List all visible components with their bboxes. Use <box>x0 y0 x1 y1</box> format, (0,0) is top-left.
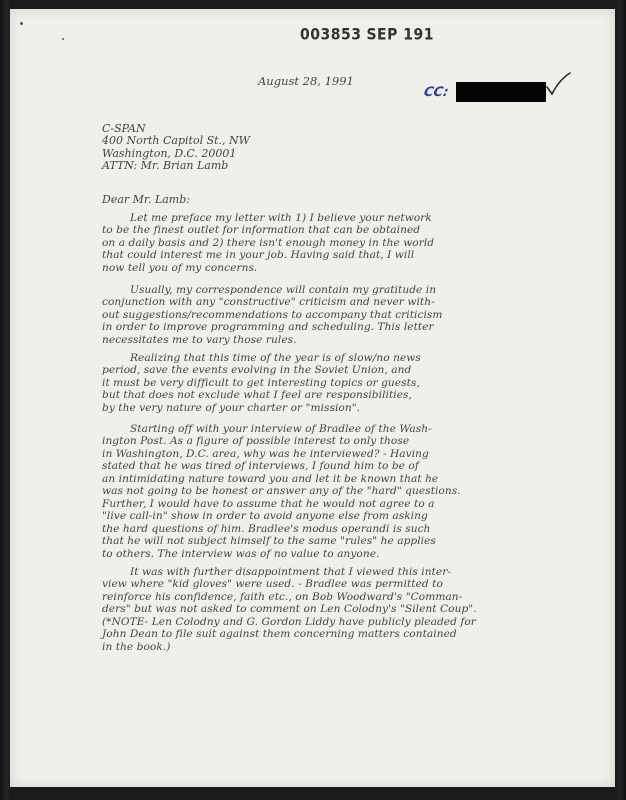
text-line: necessitates me to vary those rules. <box>102 333 297 346</box>
text-line: Further, I would have to assume that he would not agree to a <box>102 497 435 510</box>
text-line: by the very nature of your charter or "mission". <box>102 401 361 414</box>
paragraph-2 <box>102 284 442 346</box>
letter-date: August 28, 1991 <box>258 74 354 88</box>
text-line: conjunction with any "constructive" criticism and never with- <box>102 296 435 309</box>
stamp-number: 003853 <box>300 25 362 45</box>
text-line: John Dean to file suit against them concerning matters contained <box>102 628 457 641</box>
address-line: ATTN: Mr. Brian Lamb <box>102 159 229 173</box>
salutation: Dear Mr. Lamb: <box>102 193 190 206</box>
text-line: an intimidating nature toward you and let it be known that he <box>102 472 439 485</box>
paragraph-1 <box>102 212 434 274</box>
text-line: in the book.) <box>102 640 171 653</box>
address-line: C-SPAN <box>102 122 146 135</box>
text-line: reinforce his confidence, faith etc., on Bob Woodward's "Comman- <box>102 590 463 603</box>
text-line: that he will not subject himself to the same "rules" he applies <box>102 535 436 548</box>
text-line: period, save the events evolving in the Soviet Union, and <box>102 364 412 377</box>
text-line: Usually, my correspondence will contain my gratitude in <box>130 284 437 296</box>
text-line: but that does not exclude what I feel are responsibilities, <box>102 389 412 402</box>
text-line: It was with further disappointment that I viewed this inter- <box>130 566 451 578</box>
text-line: (*NOTE- Len Colodny and G. Gordon Liddy have publicly pleaded for <box>102 615 476 628</box>
paragraph-4 <box>102 423 461 560</box>
text-line: view where "kid gloves" were used. - Bradlee was permitted to <box>102 578 443 591</box>
redaction-bar <box>456 82 546 102</box>
received-stamp <box>300 26 439 44</box>
text-line: ders" but was not asked to comment on Len Colodny's "Silent Coup". <box>102 603 477 616</box>
text-line: now tell you of my concerns. <box>102 261 258 274</box>
text-line: Starting off with your interview of Bradlee of the Wash- <box>130 423 432 435</box>
recipient-address <box>102 123 250 173</box>
stamp-date: SEP 191 <box>366 25 434 45</box>
paragraph-3 <box>102 352 421 414</box>
address-line: 400 North Capitol St., NW <box>102 134 250 148</box>
text-line: "live call-in" show in order to avoid anyone else from asking <box>102 510 428 523</box>
staple-mark <box>20 22 23 25</box>
text-line: to others. The interview was of no value to anyone. <box>102 547 380 560</box>
text-line: to be the finest outlet for information that can be obtained <box>102 224 421 237</box>
text-line: stated that he was tired of interviews, I found him to be of <box>102 460 419 473</box>
text-line: Let me preface my letter with 1) I believe your network <box>130 212 432 224</box>
dust-speck <box>62 38 64 40</box>
text-line: on a daily basis and 2) there isn't enough money in the world <box>102 236 435 249</box>
cc-label: CC: <box>422 85 450 100</box>
address-line: Washington, D.C. 20001 <box>102 146 237 160</box>
text-line: that could interest me in your job. Having said that, I will <box>102 249 415 262</box>
text-line: it must be very difficult to get interesting topics or guests, <box>102 376 420 389</box>
text-line: was not going to be honest or answer any of the "hard" questions. <box>102 485 461 498</box>
text-line: ington Post. As a figure of possible interest to only those <box>102 435 410 448</box>
text-line: Realizing that this time of the year is of slow/no news <box>130 352 421 364</box>
text-line: in Washington, D.C. area, why was he interviewed? - Having <box>102 447 429 460</box>
text-line: the hard questions of him. Bradlee's modus operandi is such <box>102 522 431 535</box>
text-line: in order to improve programming and scheduling. This letter <box>102 321 434 334</box>
text-line: out suggestions/recommendations to accompany that criticism <box>102 308 443 321</box>
checkmark-icon <box>543 70 573 100</box>
paragraph-5 <box>102 566 477 653</box>
